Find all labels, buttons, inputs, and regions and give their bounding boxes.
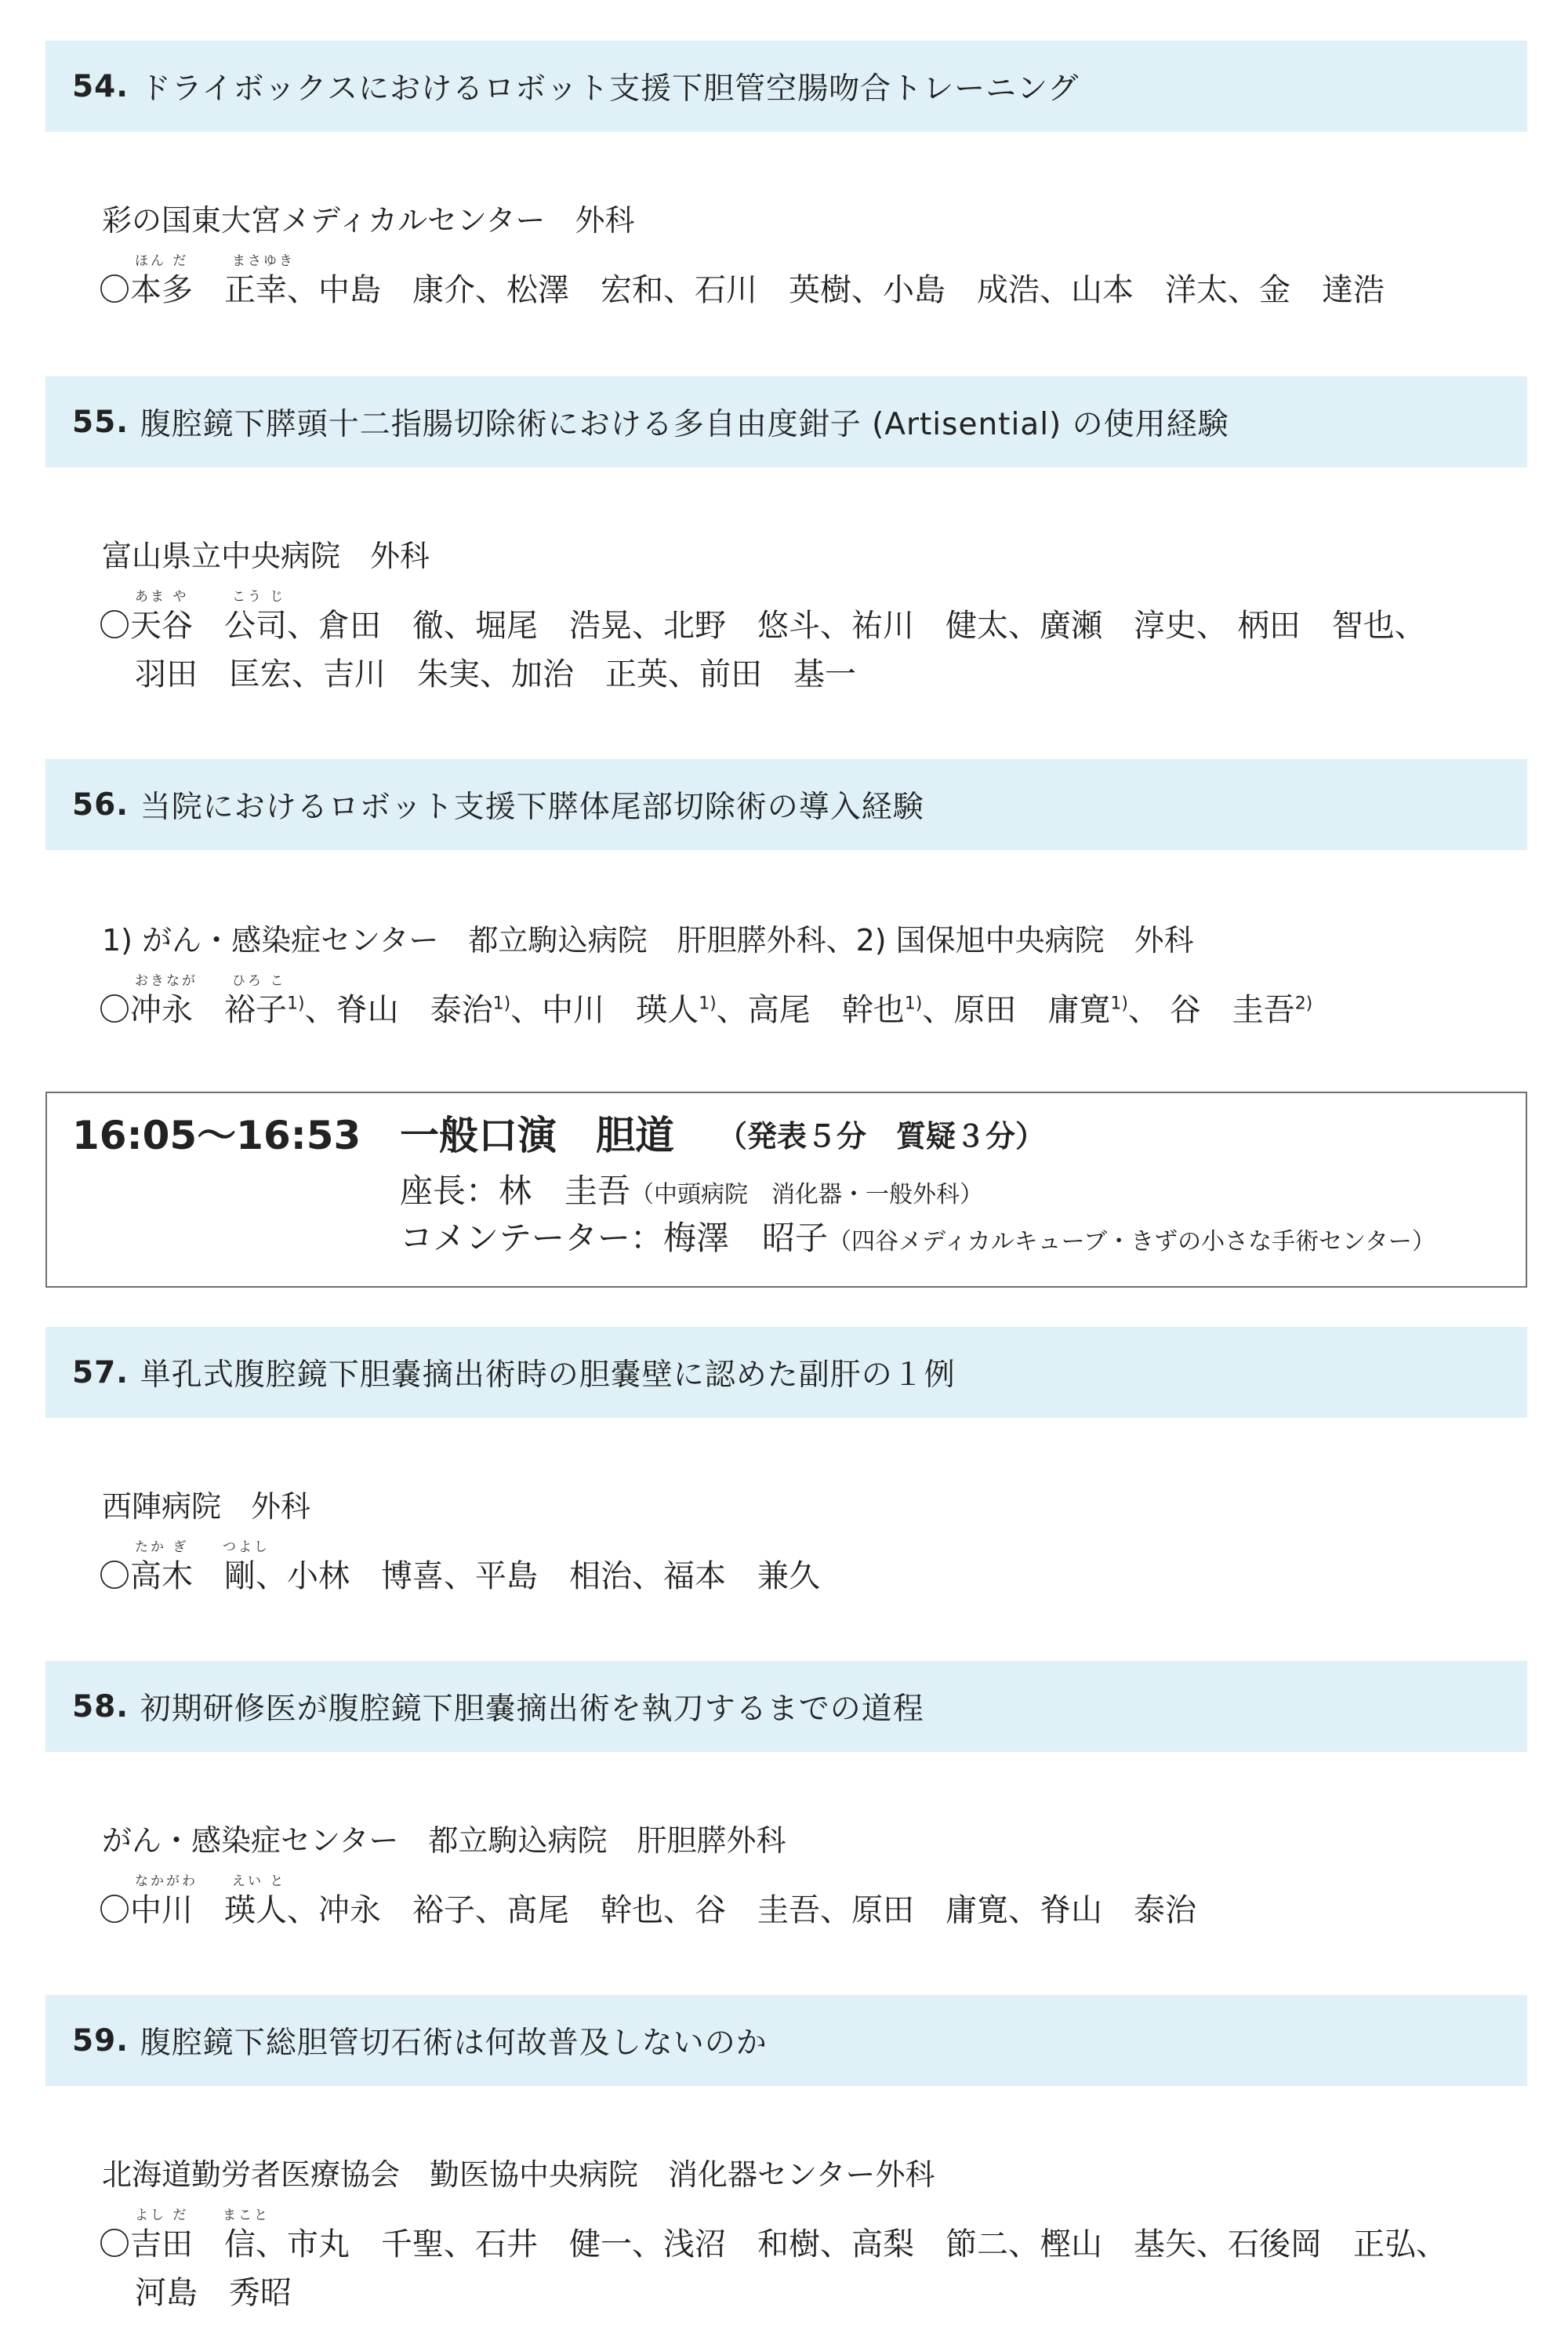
furigana: こう じ (232, 589, 286, 605)
abstract-number: 58 (72, 1688, 117, 1724)
author: 〇冲永 裕子 (99, 992, 287, 1028)
furigana: おきなが (135, 973, 198, 989)
abstract-title: 腹腔鏡下膵頭十二指腸切除術における多自由度鉗子 (Artisential) の使用経験 (140, 407, 1229, 442)
furigana: つよし (223, 1539, 270, 1555)
affiliation-marker: 1) (287, 994, 305, 1014)
affiliation: 西陣病院 外科 (102, 1489, 311, 1524)
abstract-title-banner: 58 . 初期研修医が腹腔鏡下胆嚢摘出術を執刀するまでの道程 (45, 1661, 1527, 1752)
chair-name: 座長：林 圭吾 (400, 1172, 631, 1210)
author: 、高尾 幹也 (716, 992, 905, 1028)
affiliation-marker: 1) (492, 994, 511, 1014)
author-list: 〇天谷 公司、倉田 徹、堀尾 浩晃、北野 悠斗、祐川 健太、廣瀬 淳史、 柄田 智也、 (99, 608, 1426, 644)
furigana: ひろ こ (232, 973, 286, 989)
affiliation-marker: 1) (699, 994, 717, 1014)
affiliation: がん・感染症センター 都立駒込病院 肝胆膵外科 (102, 1823, 786, 1858)
abstract-number: 55 (72, 404, 117, 440)
abstract-title: 当院におけるロボット支援下膵体尾部切除術の導入経験 (140, 790, 924, 825)
affiliation-marker: 2) (1294, 994, 1313, 1014)
furigana: たか ぎ (135, 1539, 189, 1555)
furigana: まこと (223, 2208, 270, 2223)
affiliation: 北海道勤労者医療協会 勤医協中央病院 消化器センター外科 (102, 2157, 935, 2192)
abstract-title-banner: 59 . 腹腔鏡下総胆管切石術は何故普及しないのか (45, 1995, 1527, 2086)
furigana: なかがわ (135, 1873, 198, 1889)
abstract-number: 59 (72, 2022, 117, 2059)
author-list-continued: 河島 秀昭 (135, 2275, 292, 2311)
affiliation: 富山県立中央病院 外科 (102, 539, 430, 573)
author-list-continued: 羽田 匡宏、吉川 朱実、加治 正英、前田 基一 (135, 656, 856, 692)
author: 、原田 庸寛 (922, 992, 1111, 1028)
furigana: まさゆき (232, 253, 295, 269)
session-title: 一般口演 胆道 (400, 1113, 674, 1158)
abstract-title-banner: 54 . ドライボックスにおけるロボット支援下胆管空腸吻合トレーニング (45, 41, 1527, 132)
furigana: ほん だ (135, 253, 189, 269)
furigana: あま や (135, 589, 189, 605)
furigana: よし だ (135, 2208, 189, 2223)
author-list: 〇中川 瑛人、冲永 裕子、髙尾 幹也、谷 圭吾、原田 庸寛、脊山 泰治 (99, 1892, 1196, 1928)
abstract-title-banner: 55 . 腹腔鏡下膵頭十二指腸切除術における多自由度鉗子 (Artisential) の使用経験 (45, 376, 1527, 467)
affiliation-marker: 1) (1110, 994, 1128, 1014)
abstract-number: 56 (72, 787, 117, 823)
affiliation: 1) がん・感染症センター 都立駒込病院 肝胆膵外科、2) 国保旭中央病院 外科 (102, 923, 1194, 958)
author: 、脊山 泰治 (304, 992, 493, 1028)
author-list: 〇吉田 信、市丸 千聖、石井 健一、浅沼 和樹、高梨 節二、樫山 基矢、石後岡 正弘、 (99, 2226, 1447, 2262)
commentator-name: コメンテーター：梅澤 昭子 (400, 1219, 829, 1257)
furigana: えい と (232, 1873, 286, 1889)
author-list (99, 985, 1312, 1030)
session-chair (400, 1165, 983, 1212)
abstract-title-banner: 56 . 当院におけるロボット支援下膵体尾部切除術の導入経験 (45, 759, 1527, 850)
author: 、中川 瑛人 (510, 992, 699, 1028)
author-list: 〇高木 剛、小林 博喜、平島 相治、福本 兼久 (99, 1558, 820, 1594)
commentator-affiliation: （四谷メディカルキューブ・きずの小さな手術センター） (828, 1228, 1436, 1256)
abstract-title: 初期研修医が腹腔鏡下胆嚢摘出術を執刀するまでの道程 (140, 1692, 924, 1727)
session-info-box (45, 1092, 1527, 1288)
session-note: （発表５分 質疑３分） (717, 1119, 1046, 1154)
session-time: 16:05〜16:53 (72, 1113, 361, 1158)
abstract-title: 腹腔鏡下総胆管切石術は何故普及しないのか (140, 2026, 768, 2061)
author-list: 〇本多 正幸、中島 康介、松澤 宏和、石川 英樹、小島 成浩、山本 洋太、金 達浩 (99, 272, 1385, 308)
abstract-title: 単孔式腹腔鏡下胆嚢摘出術時の胆嚢壁に認めた副肝の１例 (140, 1357, 956, 1393)
affiliation-marker: 1) (904, 994, 923, 1014)
abstract-number: 57 (72, 1354, 117, 1390)
affiliation: 彩の国東大宮メディカルセンター 外科 (102, 203, 635, 238)
abstract-title-banner: 57 . 単孔式腹腔鏡下胆嚢摘出術時の胆嚢壁に認めた副肝の１例 (45, 1327, 1527, 1418)
abstract-number: 54 (72, 68, 117, 104)
chair-affiliation: （中頭病院 消化器・一般外科） (630, 1181, 984, 1208)
session-commentator (400, 1212, 1436, 1259)
author: 、 谷 圭吾 (1127, 992, 1295, 1028)
abstract-title: ドライボックスにおけるロボット支援下胆管空腸吻合トレーニング (140, 71, 1080, 107)
